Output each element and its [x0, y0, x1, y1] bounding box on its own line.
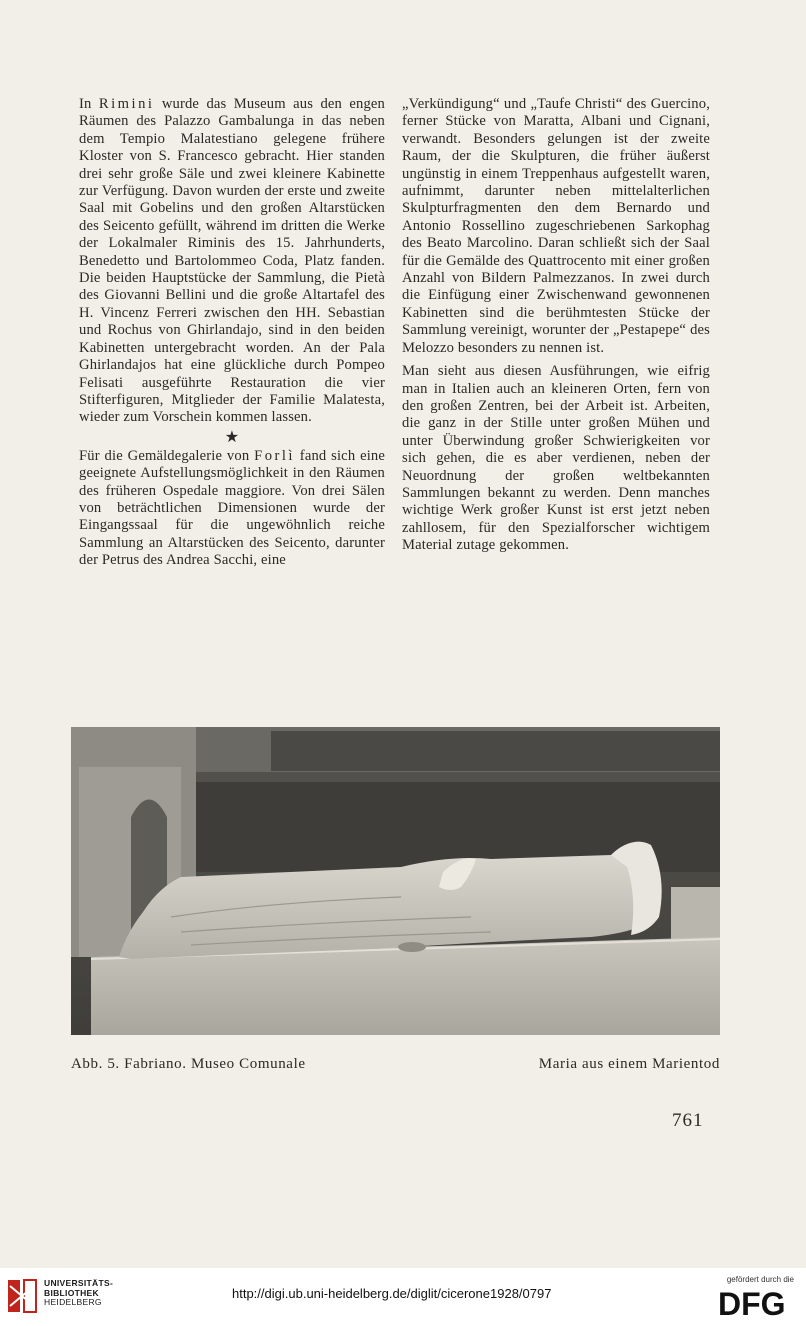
figure-caption-left: Abb. 5. Fabriano. Museo Comunale — [71, 1056, 306, 1072]
paragraph-conclusion: Man sieht aus diesen Ausführungen, wie eifrig man in Italien auch an kleineren Orten, fern von den großen Zentren, bei der Arbeit ist. Arbeiten, die ganz in der Stille unter großen Mühen und unter Überwindung großer Schwierigkeiten vor sich gehen, die es aber verdienen, neben der Neuordnung der großen weltbekannten Sammlungen bekannt zu werden. Denn manches wichtige Werk großer Kunst ist erst jetzt neben zahllosem, für den Spezialforscher wichtigem Material zutage gekommen. — [402, 363, 710, 554]
funding-label: gefördert durch die — [726, 1275, 794, 1284]
city-forli: Forlì — [254, 447, 295, 464]
permalink-url[interactable]: http://digi.ub.uni-heidelberg.de/diglit/cicerone1928/0797 — [232, 1286, 552, 1301]
university-library-logo-icon — [6, 1276, 38, 1316]
sculpture-photograph — [71, 727, 720, 1035]
page-number: 761 — [672, 1110, 704, 1131]
section-star-divider: ★ — [224, 428, 240, 446]
dfg-logo-icon — [718, 1287, 794, 1319]
figure-caption-right: Maria aus einem Marientod — [538, 1056, 720, 1072]
city-rimini: Rimini — [98, 96, 155, 112]
paragraph-rimini: In Rimini wurde das Museum aus den engen Räumen des Palazzo Gambalunga in das neben dem Tempio Malatestiano gelegene frühere Kloster von S. Francesco gebracht. Hier standen drei sehr große Säle und zwei kleinere Kabinette zur Verfügung. Davon wurden der erste und zweite Saal mit Gobelins und den großen Altarstücken des Seicento gefüllt, während im dritten die Werke der Lokalmaler Riminis des 15. Jahrhunderts, Benedetto und Bartolommeo Coda, Platz fanden. Die beiden Hauptstücke der Sammlung, die Pietà des Giovanni Bellini und die große Altartafel des H. Vincenz Ferreri zwischen den HH. Sebastian und Rochus von Ghirlandajo, sind in den beiden Kabinetten untergebracht worden. An der Pala Ghirlandajos hat eine glückliche durch Pompeo Felisati ausgeführte Restauration die vier Stifterfiguren, Mitglieder der Familie Malatesta, wieder zum Vorschein kommen lassen. — [79, 96, 385, 426]
paragraph-guercino: „Verkündigung“ und „Taufe Christi“ des Guercino, ferner Stücke von Maratta, Albani und Cignani, verwandt. Besonders gelungen ist der zweite Raum, der die Skulpturen, die früher äußerst ungünstig in einem Treppenhaus aufgestellt waren, aufnimmt, darunter neben mittelalterlichen Skulpturfragmenten den dem Bernardo und Antonio Rossellino zugeschriebenen Sarkophag des Beato Marcolino. Daran schließt sich der Saal für die Gemälde des Quattrocento mit einer großen Anzahl von Bildern Palmezzanos. In zwei durch die Einfügung einer Zwischenwand gewonnenen Kabinetten sind die berühmtesten Stücke der Sammlung vereinigt, worunter der „Pestapepe“ des Melozzo besonders zu nennen ist. — [402, 96, 710, 356]
library-name: UNIVERSITÄTS- BIBLIOTHEK HEIDELBERG — [44, 1278, 114, 1307]
left-text-column — [79, 96, 385, 570]
dfg-logo-text: DFG — [718, 1287, 786, 1319]
paragraph-forli: Für die Gemäldegalerie von Forlì fand sich eine geeignete Aufstellungsmöglichkeit in den Räumen des früheren Ospedale maggiore. Von drei Sälen von beträchtlichen Dimensionen wurde der Eingangssaal für die ungewöhnlich reiche Sammlung an Altarstücken des Seicento, darunter der Petrus des Andrea Sacchi, eine — [79, 447, 385, 569]
digitization-footer — [0, 1268, 806, 1326]
right-text-column — [402, 96, 710, 555]
